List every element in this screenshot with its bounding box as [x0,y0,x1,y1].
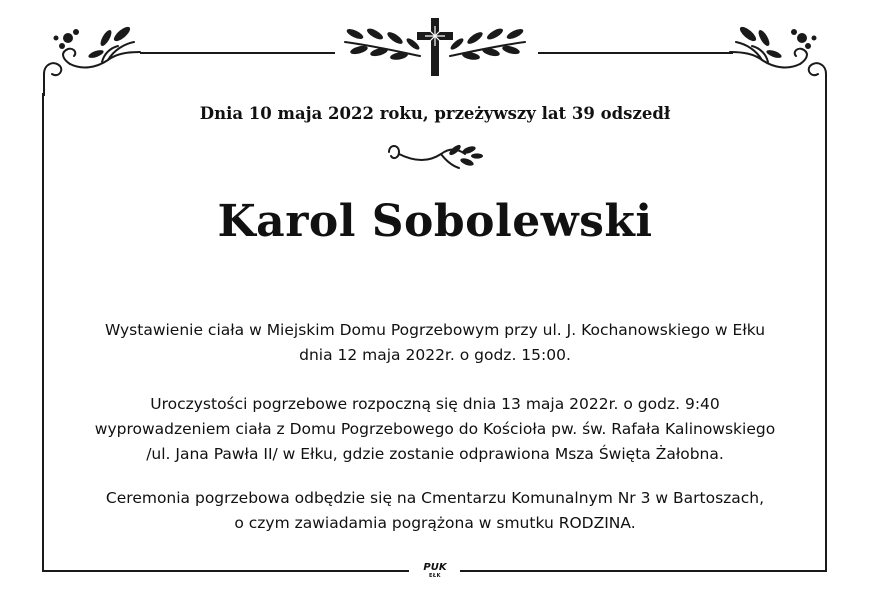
frame-top-right-line [538,52,733,54]
paragraph-line: Uroczystości pogrzebowe rozpoczną się dnia 13 maja 2022r. o godz. 9:40 [150,395,720,413]
deceased-name: Karol Sobolewski [217,196,653,247]
paragraph-viewing [40,318,830,368]
paragraph-line: wyprowadzeniem ciała z Domu Pogrzebowego do Kościoła pw. św. Rafała Kalinowskiego [94,420,776,438]
logo-main-text: PUK [423,562,447,573]
paragraph-line: /ul. Jana Pawła II/ w Ełku, gdzie zostanie odprawiona Msza Święta Żałobna. [146,445,724,463]
paragraph-burial [40,486,830,536]
frame-top-left-line [140,52,335,54]
paragraph-line: Ceremonia pogrzebowa odbędzie się na Cmentarzu Komunalnym Nr 3 w Bartoszach, [105,489,765,507]
leaf-swirl-icon [385,140,485,174]
paragraph-line: o czym zawiadamia pogrążona w smutku RODZINA. [234,514,636,532]
paragraph-line: dnia 12 maja 2022r. o godz. 15:00. [299,346,571,364]
frame-bottom-right-line [460,570,827,572]
frame-bottom-left-line [42,570,409,572]
footer-logo [417,563,453,579]
flourish-corner-right-icon [724,16,834,96]
logo-sub-text: EŁK [428,573,441,579]
paragraph-ceremony [40,392,830,467]
death-date-line: Dnia 10 maja 2022 roku, przeżywszy lat 39 odszedł [199,104,671,123]
flourish-corner-left-icon [36,16,146,96]
paragraph-line: Wystawienie ciała w Miejskim Domu Pogrzebowym przy ul. J. Kochanowskiego w Ełku [104,321,766,339]
cross-with-laurel-icon [335,12,535,80]
